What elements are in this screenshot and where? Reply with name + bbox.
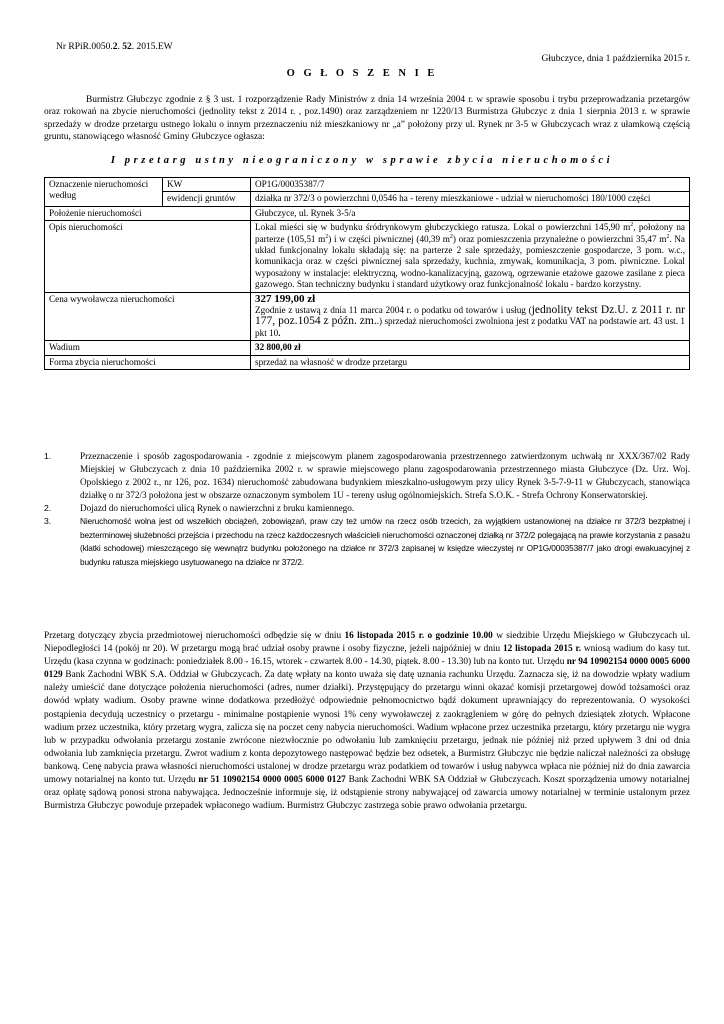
notes-list [44,450,690,569]
registry-label: ewidencji gruntów [163,192,251,206]
table-row [45,341,690,355]
location-label: Położenie nieruchomości [45,206,251,220]
registry-value: działka nr 372/3 o powierzchni 0,0546 ha - tereny mieszkaniowe - udział w nieruchomości 180/1000 części [251,192,690,206]
form-value: sprzedaż na własność w drodze przetargu [251,355,690,369]
intro-paragraph: Burmistrz Głubczyc zgodnie z § 3 ust. 1 rozporządzenie Rady Ministrów z dnia 14 września 2004 r. w sprawie sposobu i trybu przeprowadzania przetargów oraz rokowań na zbycie nieruchomości (jednolity tekst z 2014 r. , poz.1490) oraz zarządzeniem nr 1220/13 Burmistrza Głubczyc z dnia 1 sierpnia 2013 r. w sprawie sprzedaży w drodze przetargu ustnego lokalu o innym przeznaczeniu niż mieszkaniowy nr „a” położony przy ul. Rynek nr 3-5 w Głubczycach wraz z ułamkową częścią gruntu, stanowiącego własność Gminy Głubczyce ogłasza: [44,95,690,142]
deposit-value: 32 800,00 zł [251,341,690,355]
list-item: 1. Przeznaczenie i sposób zagospodarowania - zgodnie z miejscowym planem zagospodarowania przestrzennego zatwierdzonym uchwałą nr XXX/367/02 Rady Miejskiej w Głubczycach z dnia 10 października 2002 r. w sprawie miejscowego planu zagospodarowania przestrzennego miasta Głubczyce (Dz. Urz. Woj. Opolskiego z 2002 r., nr 126, poz. 1634) nieruchomość zabudowana budynkiem mieszkalno-usługowym przy ulicy Rynek 3-5-7-9-11 w Głubczycach, stanowiąca działkę o nr 372/3 położona jest w obszarze oznaczonym symbolem 1U - tereny usług ogólnomiejskich. Strefa S.O.K. - Strefa Ochrony Konserwatorskiej. [44,451,690,500]
designation-label: Oznaczenie nieruchomości według [45,178,163,207]
table-row [45,178,690,192]
document-reference: Nr RPiR.0050.2. 52. 2015.EW [56,42,173,52]
table-row [45,206,690,220]
table-row [45,221,690,292]
auction-subtitle: I przetarg ustny nieograniczony w sprawie zbycia nieruchomości [110,155,614,166]
price-value: 327 199,00 zł [255,292,316,305]
table-row [45,292,690,341]
description-label: Opis nieruchomości [45,221,251,292]
description-value: Lokal mieści się w budynku śródrynkowym głubczyckiego ratusza. Lokal o powierzchni 145,90 $m^2$, położony na parterze (105,51 $m^2$) i w części piwnicznej (40,39 $m^2$) oraz pomieszczenia przynależne o powierzchni 35,47 $m^2$. Na układ funkcjonalny lokalu składają się: na parterze 2 sale sprzedaży, pomieszczenie gospodarcze, 3 pom. w.c., komunikacja oraz w części piwnicznej sala sprzedaży, kuchnia, zmywak, komunikacja, 3 pom. piwniczne. Lokal wyposażony w instalacje: elektryczną, wodno-kanalizacyjną, gazową, ogrzewanie etażowe gazowe zasilane z pieca gazowego. Stan techniczny budynku i standard użytkowy oraz funkcjonalność lokalu - bardzo korzystny. [251,221,690,292]
kw-value: OP1G/00035387/7 [251,178,690,192]
place-and-date: Głubczyce, dnia 1 października 2015 r. [541,54,690,64]
list-item: 2. Dojazd do nieruchomości ulicą Rynek o nawierzchni z bruku kamiennego. [44,503,355,513]
document-title: O G Ł O S Z E N I E [286,68,438,79]
auction-terms-paragraph: Przetarg dotyczący zbycia przedmiotowej nieruchomości odbędzie się w dniu 16 listopada 2015 r. o godzinie 10.00 w siedzibie Urzędu Miejskiego w Głubczycach ul. Niepodległości 14 (pokój nr 20). W przetargu mogą brać udział osoby prawne i osoby fizyczne, jeżeli najpóźniej w dniu 12 listopada 2015 r. wniosą wadium do kasy tut. Urzędu (kasa czynna w godzinach: poniedziałek 8.00 - 16.15, wtorek - czwartek 8.00 - 14.30, piątek. 8.00 - 13.30) lub na konto tut. Urzędu nr 94 10902154 0000 0005 6000 0129 Bank Zachodni WBK S.A. Oddział w Głubczycach. Za datę wpłaty na konto uważa się datę uznania rachunku Urzędu. Zaznacza się, iż na dowodzie wpłaty wadium należy umieścić dane dotyczące położenia nieruchomości (adres, numer działki). Przystępujący do przetargu winni okazać komisji przetargowej dowód tożsamości oraz dowód wpłaty wadium. Osoby prawne winne dodatkowa przedłożyć odpowiednie pełnomocnictwo bądź dokument uprawniający do reprezentowania. O wysokości postąpienia decydują uczestnicy o przetargu - minimalne postąpienie wynosi 1% ceny wywoławczej z zaokrągleniem w górę do pełnych dziesiątek złotych. Wpłacone wadium przez uczestnika, który przetarg wygra, zalicza się na poczet ceny nabycia nieruchomości. Wadium wpłacone przez uczestnika przetargu, który przetargu nie wygra lub w przypadku odwołania przetargu zostanie zwrócone niezwłocznie po odwołaniu lub zamknięciu przetargu, jednak nie później niż przed upływem 3 dni od dnia odwołania lub zamknięcia przetargu. Zwrot wadium z konta depozytowego następować będzie bez odsetek, a Burmistrz Głubczyc nie będzie naliczał należności za obsługę bankową. Cenę nabycia prawa własności nieruchomości ustalonej w drodze przetargu wraz podatkiem od towarów i usług nabywca wpłaca nie później niż do dnia zawarcia umowy notarialnej na konto tut. Urzędu nr 51 10902154 0000 0005 6000 0127 Bank Zachodni WBK SA Oddział w Głubczycach. Koszt sporządzenia umowy notarialnej oraz opłatę sądową ponosi strona nabywająca. Jednocześnie informuje się, iż odstąpienie strony nabywającej od zawarcia umowy notarialnej w terminie ustalonym przez Burmistrza Głubczyc powoduje przepadek wpłaconego wadium. Burmistrz Głubczyc zastrzega sobie prawo odwołania przetargu. [44,631,690,812]
property-table [44,177,690,370]
form-label: Forma zbycia nieruchomości [45,355,251,369]
table-row [45,355,690,369]
price-label: Cena wywoławcza nieruchomości [45,292,251,341]
location-value: Głubczyce, ul. Rynek 3-5/a [251,206,690,220]
price-cell [251,292,690,341]
vat-note: Zgodnie z ustawą z dnia 11 marca 2004 r. o podatku od towarów i usług (jednolity tekst Dz.U. z 2011 r. nr 177, poz.1054 z późn. zm..) sprzedaż nieruchomości zwolniona jest z podatku VAT na podstawie art. 43 ust. 1 pkt 10. [255,304,685,338]
kw-label: KW [163,178,251,192]
deposit-label: Wadium [45,341,251,355]
list-item: 3. Nieruchomość wolna jest od wszelkich obciążeń, zobowiązań, praw czy też umów na rzecz osób trzecich, za wyjątkiem ustanowionej na działce nr 372/3 bezpłatnej i bezterminowej służebności przejścia i przechodu na rzecz każdoczesnych właścicieli nieruchomości oznaczonej działką nr 372/2 polegającą na prawie korzystania z pasażu (klatki schodowej) mieszczącego się wewnątrz budynku położonego na działce nr 372/3 zapisanej w księdze wieczystej nr OP1G/00035387/7 jako drogi ewakuacyjnej z budynku ratusza miejskiego usytuowanego na działce nr 372/2. [44,516,690,567]
